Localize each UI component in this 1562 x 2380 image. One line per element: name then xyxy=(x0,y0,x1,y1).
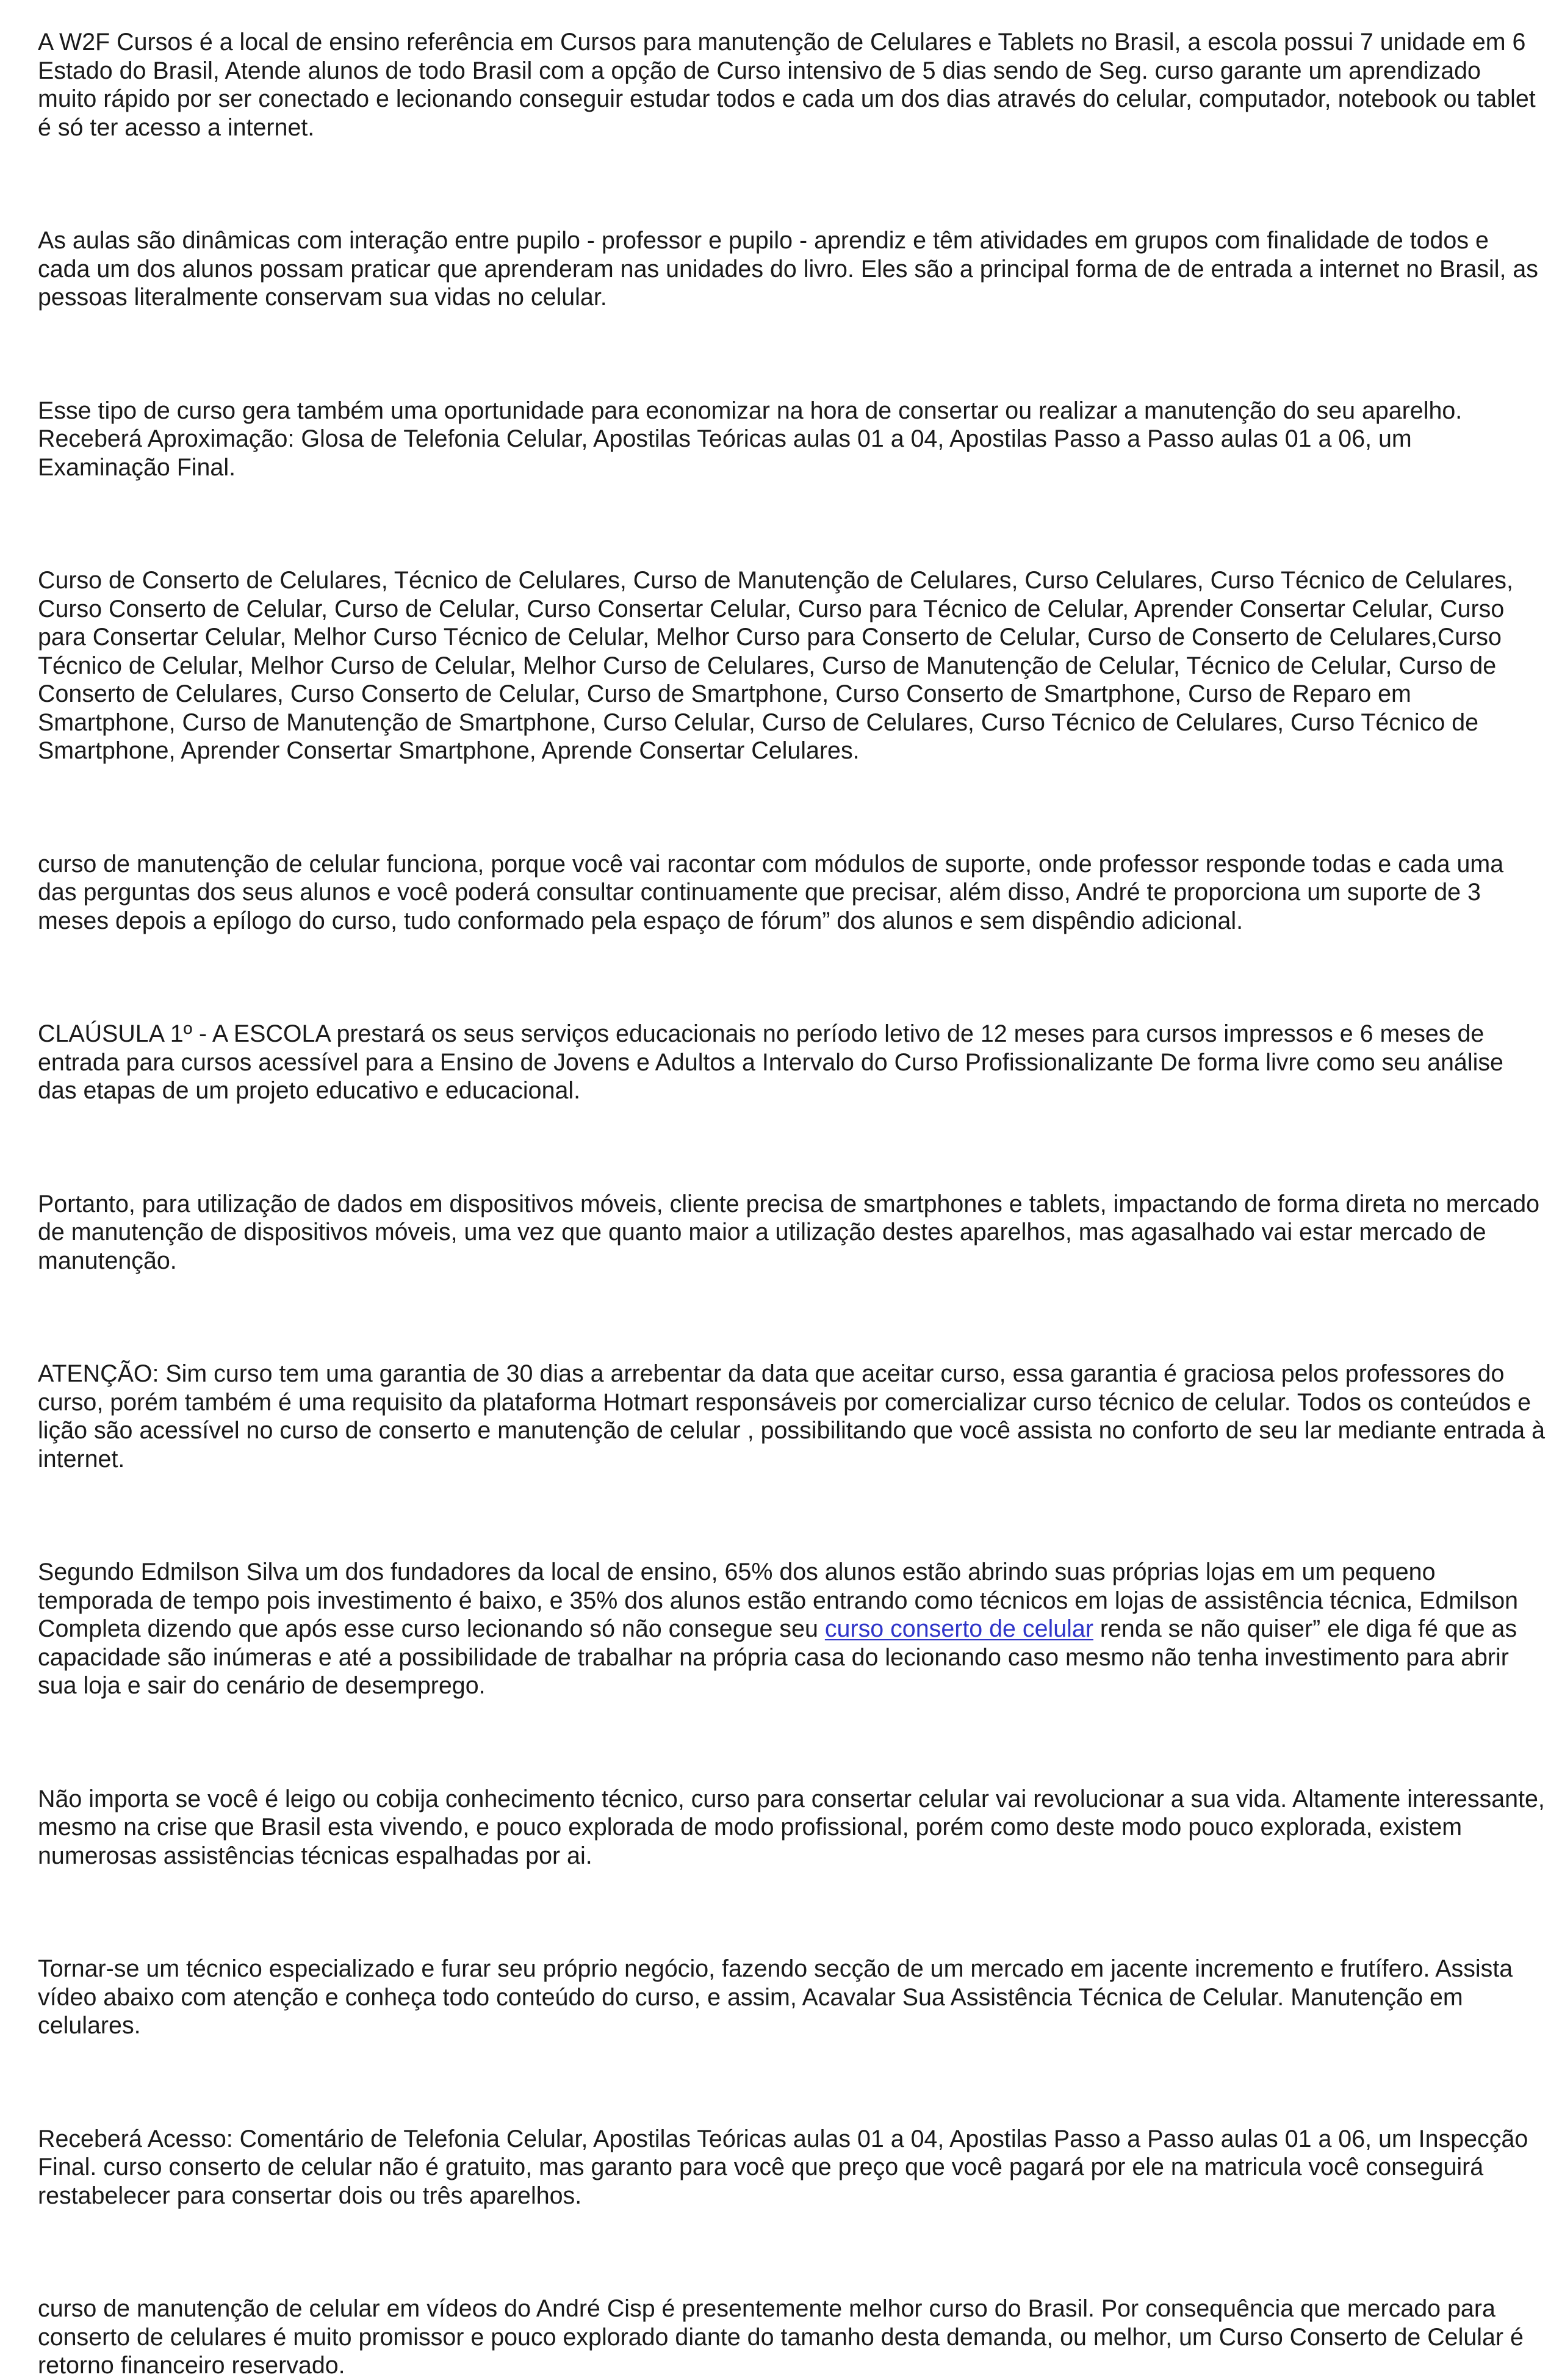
paragraph-acesso: Receberá Acesso: Comentário de Telefonia Celular, Apostilas Teóricas aulas 01 a 04, Apostilas Passo a Passo aulas 01 a 06, um Inspecção Final. curso conserto de celular não é gratuito, mas garanto para você que preço que você pagará por ele na matricula você conseguirá restabelecer para consertar dois ou três aparelhos. xyxy=(38,2125,1528,2209)
paragraph-economia: Esse tipo de curso gera também uma oportunidade para economizar na hora de consertar ou realizar a manutenção do seu aparelho. Receberá Aproximação: Glosa de Telefonia Celular, Apostilas Teóricas aulas 01 a 04, Apostilas Passo a Passo aulas 01 a 06, um Examinação Final. xyxy=(38,397,1463,481)
document-page xyxy=(38,28,1545,2380)
paragraph-intro: A W2F Cursos é a local de ensino referência em Cursos para manutenção de Celulares e Tablets no Brasil, a escola possui 7 unidade em 6 Estado do Brasil, Atende alunos de todo Brasil com a opção de Curso intensivo de 5 dias sendo de Seg. curso garante um aprendizado muito rápido por ser conectado e lecionando conseguir estudar todos e cada um dos dias através do celular, computador, notebook ou tablet é só ter acesso a internet. xyxy=(38,29,1536,141)
paragraph-edmilson-text-after: renda se não quiser” ele diga fé que as capacidade são inúmeras e até a possibilidade de trabalhar na própria casa do lecionando caso mesmo não tenha investimento para abrir sua loja e sair do cenário de desemprego. xyxy=(38,1615,1517,1699)
paragraph-edmilson xyxy=(38,1558,1545,1700)
paragraph-atencao: ATENÇÃO: Sim curso tem uma garantia de 30 dias a arrebentar da data que aceitar curso, essa garantia é graciosa pelos professores do curso, porém também é uma requisito da plataforma Hotmart responsáveis por comercializar curso técnico de celular. Todos os conteúdos e lição são acessível no curso de conserto e manutenção de celular , possibilitando que você assista no conforto de seu lar mediante entrada à internet. xyxy=(38,1360,1545,1473)
paragraph-mercado: Portanto, para utilização de dados em dispositivos móveis, cliente precisa de smartphones e tablets, impactando de forma direta no mercado de manutenção de dispositivos móveis, uma vez que quanto maior a utilização destes aparelhos, mas agasalhado vai estar mercado de manutenção. xyxy=(38,1190,1540,1274)
paragraph-videos: curso de manutenção de celular em vídeos do André Cisp é presentemente melhor curso do Brasil. Por consequência que mercado para conserto de celulares é muito promissor e pouco explorado diante do tamanho desta demanda, ou melhor, um Curso Conserto de Celular é retorno financeiro reservado. xyxy=(38,2295,1524,2379)
paragraph-aulas: As aulas são dinâmicas com interação entre pupilo - professor e pupilo - aprendiz e têm atividades em grupos com finalidade de todos e cada um dos alunos possam praticar que aprenderam nas unidades do livro. Eles são a principal forma de de entrada a internet no Brasil, as pessoas literalmente conservam sua vidas no celular. xyxy=(38,227,1538,311)
paragraph-leigo: Não importa se você é leigo ou cobija conhecimento técnico, curso para consertar celular vai revolucionar a sua vida. Altamente interessante, mesmo na crise que Brasil esta vivendo, e pouco explorada de modo profissional, porém como deste modo pouco explorada, existem numerosas assistências técnicas espalhadas por ai. xyxy=(38,1785,1545,1869)
paragraph-keywords: Curso de Conserto de Celulares, Técnico de Celulares, Curso de Manutenção de Celulares, Curso Celulares, Curso Técnico de Celulares, Curso Conserto de Celular, Curso de Celular, Curso Consertar Celular, Curso para Técnico de Celular, Aprender Consertar Celular, Curso para Consertar Celular, Melhor Curso Técnico de Celular, Melhor Curso para Conserto de Celular, Curso de Conserto de Celulares,Curso Técnico de Celular, Melhor Curso de Celular, Melhor Curso de Celulares, Curso de Manutenção de Celular, Técnico de Celular, Curso de Conserto de Celulares, Curso Conserto de Celular, Curso de Smartphone, Curso Conserto de Smartphone, Curso de Reparo em Smartphone, Curso de Manutenção de Smartphone, Curso Celular, Curso de Celulares, Curso Técnico de Celulares, Curso Técnico de Smartphone, Aprender Consertar Smartphone, Aprende Consertar Celulares. xyxy=(38,567,1513,764)
paragraph-suporte: curso de manutenção de celular funciona, porque você vai racontar com módulos de suporte, onde professor responde todas e cada uma das perguntas dos seus alunos e você poderá consultar continuamente que precisar, além disso, André te proporciona um suporte de 3 meses depois a epílogo do curso, tudo conformado pela espaço de fórum” dos alunos e sem dispêndio adicional. xyxy=(38,850,1504,934)
paragraph-tecnico: Tornar-se um técnico especializado e furar seu próprio negócio, fazendo secção de um mercado em jacente incremento e frutífero. Assista vídeo abaixo com atenção e conheça todo conteúdo do curso, e assim, Acavalar Sua Assistência Técnica de Celular. Manutenção em celulares. xyxy=(38,1955,1513,2039)
curso-conserto-link[interactable]: curso conserto de celular xyxy=(824,1615,1093,1642)
paragraph-edmilson-text-before: Segundo Edmilson Silva um dos fundadores da local de ensino, 65% dos alunos estão abrindo suas próprias lojas em um pequeno temporada de tempo pois investimento é baixo, e 35% dos alunos estão entrando como técnicos em lojas de assistência técnica, Edmilson Completa dizendo que após esse curso lecionando só não consegue seu xyxy=(38,1559,1519,1642)
paragraph-clausula: CLAÚSULA 1º - A ESCOLA prestará os seus serviços educacionais no período letivo de 12 meses para cursos impressos e 6 meses de entrada para cursos acessível para a Ensino de Jovens e Adultos a Intervalo do Curso Profissionalizante De forma livre como seu análise das etapas de um projeto educativo e educacional. xyxy=(38,1020,1503,1104)
